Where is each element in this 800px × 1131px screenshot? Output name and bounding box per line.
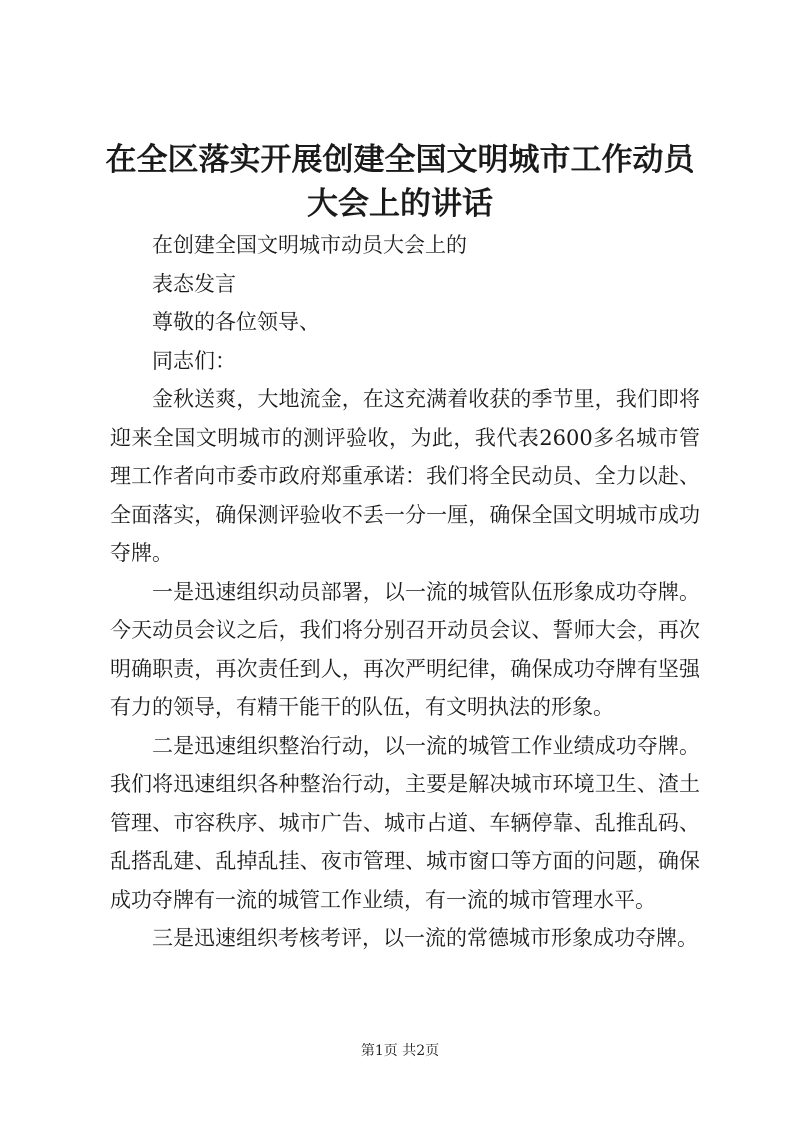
paragraph: 同志们： bbox=[152, 348, 236, 373]
paragraph: 在创建全国文明城市动员大会上的 bbox=[152, 233, 467, 257]
paragraph: 三是迅速组织考核考评，以一流的常德城市形象成功夺牌。 bbox=[152, 926, 698, 950]
paragraph: 二是迅速组织整治行动，以一流的城管工作业绩成功夺牌。我们将迅速组织各种整治行动，主要是解决城市环境卫生、渣土管理、市容秩序、城市广告、城市占道、车辆停靠、乱推乱码、乱搭乱建、乱掉乱挂、夜市管理、城市窗口等方面的问题，确保成功夺牌有一流的城管工作业绩，有一流的城市管理水平。 bbox=[110, 733, 700, 912]
paragraph: 表态发言 bbox=[152, 271, 236, 296]
document-body bbox=[110, 226, 700, 958]
paragraph: 尊敬的各位领导、 bbox=[152, 310, 320, 334]
paragraph: 一是迅速组织动员部署，以一流的城管队伍形象成功夺牌。今天动员会议之后，我们将分别召开动员会议、誓师大会，再次明确职责，再次责任到人，再次严明纪律，确保成功夺牌有坚强有力的领导，有精干能干的队伍，有文明执法的形象。 bbox=[110, 579, 700, 719]
page-number-footer: 第1页 共2页 bbox=[360, 1043, 440, 1059]
paragraph: 金秋送爽，大地流金，在这充满着收获的季节里，我们即将迎来全国文明城市的测评验收，为此，我代表2600多名城市管理工作者向市委市政府郑重承诺：我们将全民动员、全力以赴、全面落实，确保测评验收不丢一分一厘，确保全国文明城市成功夺牌。 bbox=[110, 387, 700, 565]
document-title: 在全区落实开展创建全国文明城市工作动员大会上的讲话 bbox=[105, 142, 695, 222]
